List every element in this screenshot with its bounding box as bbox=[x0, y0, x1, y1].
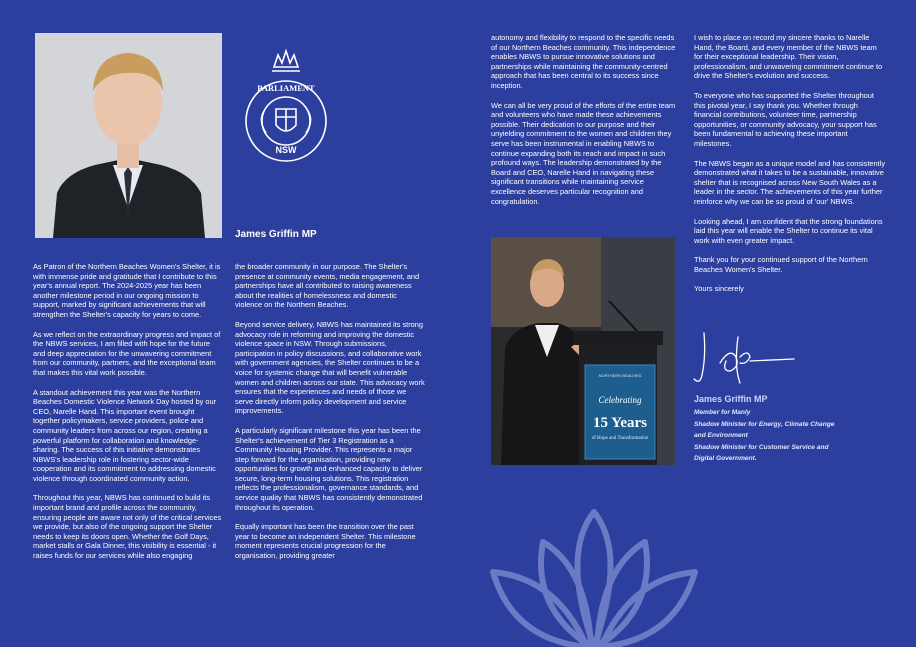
parliament-crest-icon bbox=[240, 45, 332, 167]
signature-icon bbox=[690, 327, 800, 389]
paragraph: the broader community in our purpose. The Shelter's presence at community events, media engagement, and partnerships have all contributed to raising awareness about the realities of homelessness and domestic violence on the Northern Beaches. bbox=[235, 262, 420, 310]
signoff-role: Shadow Minister for Energy, Climate Change bbox=[694, 420, 835, 428]
text-column-2 bbox=[235, 262, 425, 571]
signoff-role: Shadow Minister for Customer Service and bbox=[694, 443, 829, 451]
banner-script-text: Celebrating bbox=[598, 395, 642, 405]
paragraph: A standout achievement this year was the Northern Beaches Domestic Violence Network Day hosted by our CEO, Narelle Hand. This important event brought together policymakers, service providers, police and community leaders from across our region, creating a powerful platform for collaboration and knowledge-sharing. The success of this initiative demonstrates NBWS's leadership role in fostering sector-wide cooperation and its commitment to addressing domestic violence through coordinated community action. bbox=[33, 387, 217, 483]
signoff-block bbox=[694, 394, 834, 465]
paragraph: I wish to place on record my sincere thanks to Narelle Hand, the Board, and every member of the NBWS team for their exceptional leadership. Their vision, professionalism, and unwavering commitment continue to drive the Shelter's evolution and success. bbox=[694, 33, 883, 81]
paragraph: Looking ahead, I am confident that the strong foundations laid this year will enable the Shelter to continue its vital work with even greater impact. bbox=[694, 216, 883, 245]
paragraph: The NBWS began as a unique model and has consistently demonstrated what it takes to be a sustainable, innovative shelter that is recognised across New South Wales as a leader in the sector. The achievements of this year further reinforce why we can be so proud of 'our' NBWS. bbox=[694, 158, 886, 206]
signoff-name: James Griffin MP bbox=[694, 394, 768, 404]
banner-sub-text: of Hope and Transformation bbox=[591, 436, 649, 441]
paragraph: A particularly significant milestone this year has been the Shelter's achievement of Tier 3 Registration as a Community Housing Provider. This represents a major step forward for the organisation, providing new opportunities for growth and enhanced capacity to deliver secure, long-term housing solutions. This registration reflects the professionalism, governance standards, and service quality that NBWS has consistently demonstrated throughout its operation. bbox=[235, 425, 423, 512]
signoff-role: Member for Manly bbox=[694, 409, 751, 416]
portrait-photo bbox=[35, 33, 222, 238]
text-column-3 bbox=[491, 33, 677, 216]
paragraph: Throughout this year, NBWS has continued to build its important brand and profile across the community, ensuring people are aware not only of the critical services we provide, but also of the ongoing support the Shelter needs to keep its doors open. Whether the Golf Days, market stalls or Gala Dinner, this visibility is essential - it raises funds for our services while also engaging bbox=[33, 493, 222, 561]
crest-label: PARLIAMENT bbox=[257, 83, 315, 93]
banner-big-text: 15 Years bbox=[592, 415, 648, 431]
paragraph: As we reflect on the extraordinary progress and impact of the NBWS services, I am filled with hope for the future and deep appreciation for the unwavering commitment from our community, partners, and the exceptional team that makes this vital work possible. bbox=[33, 329, 221, 377]
signoff-role: and Environment bbox=[694, 432, 748, 439]
paragraph: Thank you for your continued support of the Northern Beaches Women's Shelter. bbox=[694, 255, 868, 274]
paragraph: Beyond service delivery, NBWS has maintained its strong advocacy role in reforming and improving the domestic violence space in NSW. Through submissions, participation in policy discussions, and collaborative work with government agencies, the Shelter continues to be a voice for systemic change that will benefit vulnerable women and children across our state. This advocacy work ensures that the experiences and needs of those we serve directly inform policy development and service improvements. bbox=[235, 319, 425, 416]
paragraph: We can all be very proud of the efforts of the entire team and volunteers who have made these achievements possible. Their dedication to our purpose and their unyielding commitment to the women and children they serve has been instrumental in enabling NBWS to continue expanding both its reach and impact in such profound ways. The leadership demonstrated by the Board and CEO, Narelle Hand in navigating these significant transitions while maintaining service excellence deserves particular recognition and congratulation. bbox=[491, 100, 676, 206]
paragraph: autonomy and flexibility to respond to the specific needs of our Northern Beaches community. This independence enables NBWS to pursue innovative solutions and partnerships while maintaining the community-centred approach that has been central to its success since inception. bbox=[491, 33, 676, 90]
paragraph: As Patron of the Northern Beaches Women's Shelter, it is with immense pride and gratitude that I contribute to this year's annual report. The 2024-2025 year has been another milestone period in our ongoing mission to support, marked by significant achievements that will strengthen the Shelter's capacity for years to come. bbox=[33, 262, 221, 319]
text-column-1 bbox=[33, 262, 223, 571]
banner-small-text: NORTHERN BEACHES bbox=[598, 373, 642, 378]
paragraph: Yours sincerely bbox=[694, 284, 744, 294]
paragraph: To everyone who has supported the Shelter throughout this pivotal year, I say thank you. Whether through financial contributions, volunteer time, partnership opportunities, or community advocacy, your support has been fundamental to achieving these important milestones. bbox=[694, 90, 877, 148]
event-photo bbox=[491, 237, 675, 465]
text-column-4 bbox=[694, 33, 886, 304]
page-title: James Griffin MP bbox=[235, 229, 317, 240]
crest-sub: NSW bbox=[275, 145, 297, 155]
paragraph: Equally important has been the transition over the past year to become an independent Shelter. This milestone moment represents crucial progression for the organisation, providing greater bbox=[235, 522, 416, 561]
signoff-role: Digital Government. bbox=[694, 455, 757, 462]
lotus-decoration-icon bbox=[487, 508, 701, 647]
